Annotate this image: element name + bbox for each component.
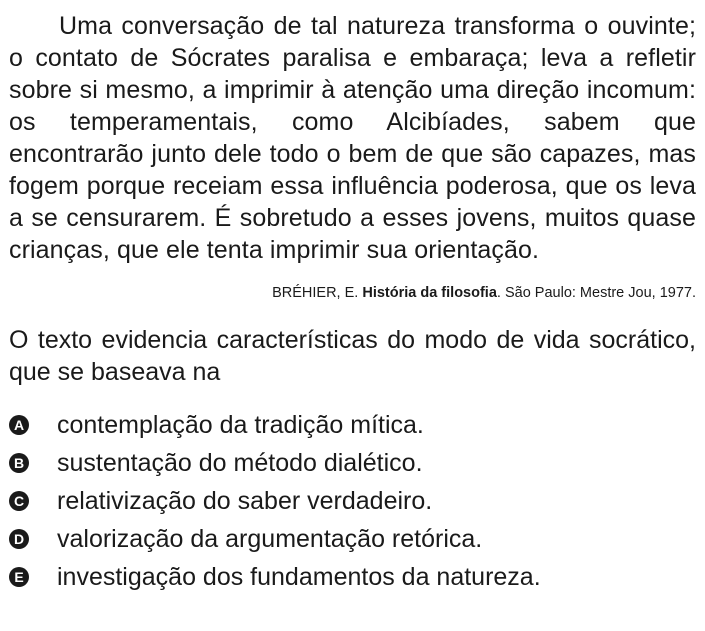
option-c-letter-badge: C <box>9 491 29 511</box>
option-d-text: valorização da argumentação retórica. <box>57 525 483 553</box>
answer-options <box>9 406 696 596</box>
option-b-text: sustentação do método dialético. <box>57 449 423 477</box>
option-d-letter-badge: D <box>9 529 29 549</box>
option-b[interactable] <box>9 444 696 482</box>
citation-publication: . São Paulo: Mestre Jou, 1977. <box>496 285 696 301</box>
citation-work: História da filosofia <box>362 285 497 301</box>
option-e[interactable] <box>9 558 696 596</box>
option-a-letter-badge: A <box>9 415 29 435</box>
option-e-text: investigação dos fundamentos da natureza. <box>57 563 541 591</box>
option-a[interactable] <box>9 406 696 444</box>
option-d[interactable] <box>9 520 696 558</box>
citation <box>9 284 696 302</box>
citation-author: BRÉHIER, E. <box>272 285 363 301</box>
exam-question <box>9 10 696 596</box>
option-e-letter-badge: E <box>9 567 29 587</box>
option-b-letter-badge: B <box>9 453 29 473</box>
passage-text: Uma conversação de tal natureza transforma o ouvinte; o contato de Sócrates paralisa e embaraça; leva a refletir sobre si mesmo, a imprimir à atenção uma direção incomum: os temperamentais, como Alcibíades, sabem que encontrarão junto dele todo o bem de que são capazes, mas fogem porque receiam essa influência poderosa, que os leva a se censurarem. É sobretudo a esses jovens, muitos quase crianças, que ele tenta imprimir sua orientação. <box>9 12 696 264</box>
question-stem: O texto evidencia características do modo de vida socrático, que se baseava na <box>9 326 696 386</box>
option-c[interactable] <box>9 482 696 520</box>
option-c-text: relativização do saber verdadeiro. <box>57 487 433 515</box>
option-a-text: contemplação da tradição mítica. <box>57 411 424 439</box>
